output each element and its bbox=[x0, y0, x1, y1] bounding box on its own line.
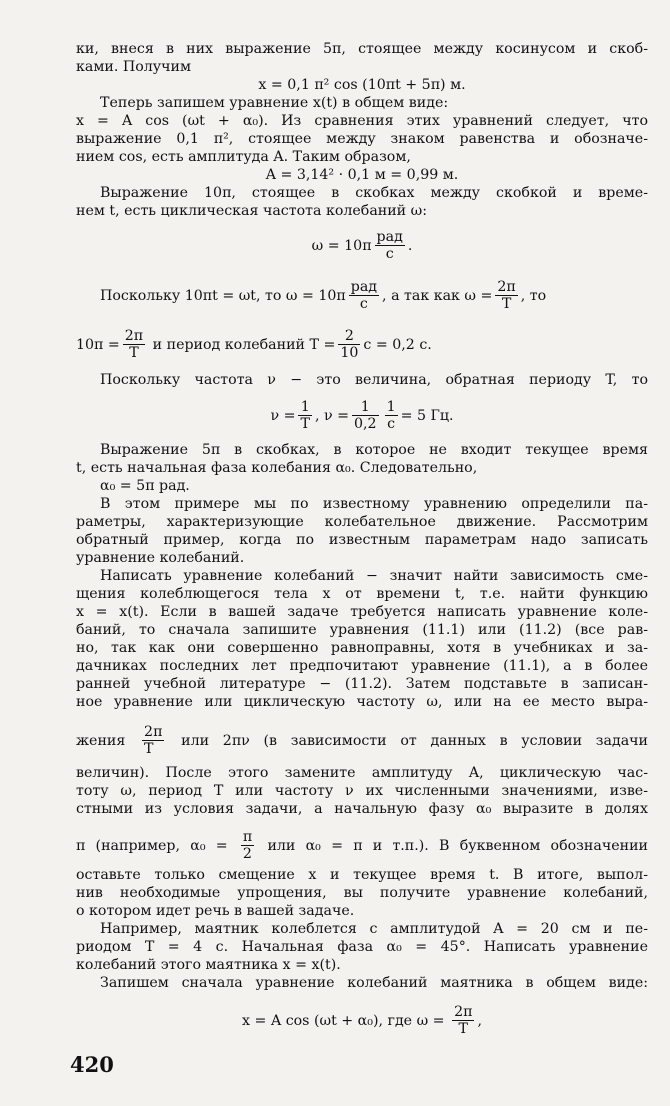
text-line: Поскольку частота ν − это величина, обратная периоду T, то bbox=[100, 372, 648, 388]
text-line: Выражение 10π, стоящее в скобках между скобкой и време- bbox=[100, 185, 648, 201]
text-line: ранней учебной литературе − (11.2). Затем подставьте в записан- bbox=[76, 676, 648, 692]
text-line: Например, маятник колеблется с амплитудой A = 20 см и пе- bbox=[100, 921, 648, 937]
text-line: x = A cos (ωt + α₀). Из сравнения этих уравнений следует, что bbox=[76, 113, 648, 129]
fraction: $\frac{2}{10}$ bbox=[340, 328, 359, 362]
text-line: оставьте только смещение x и текущее время t. В итоге, выпол- bbox=[76, 867, 648, 883]
text-line: дачниках последних лет предпочитают уравнение (11.1), а в более bbox=[76, 658, 648, 674]
fraction: $\frac{\text{рад}}{с}$ bbox=[350, 279, 378, 313]
text-line: ками. Получим bbox=[76, 59, 191, 75]
text-line: выражение 0,1 π², стоящее между знаком равенства и обозначе- bbox=[76, 131, 648, 147]
fraction: $\frac{2\pi}{T}$ bbox=[454, 1004, 473, 1038]
text-line: Выражение 5π в скобках, в которое не входит текущее время bbox=[100, 442, 648, 458]
equation-line: x = 0,1 π² cos (10πt + 5π) м. bbox=[258, 77, 466, 93]
equation-pi: π (например, α₀ = $\frac{\pi}{2}$ или α₀ = π и т.п.). В буквенном обозначении bbox=[76, 829, 648, 863]
text-line: баний, то сначала запишите уравнения (11.1) или (11.2) (все рав- bbox=[76, 622, 648, 638]
fraction: $\frac{1}{0,2}$ bbox=[353, 399, 377, 433]
fraction: $\frac{\pi}{2}$ bbox=[242, 829, 253, 863]
fraction: $\frac{2\pi}{T}$ bbox=[144, 724, 163, 758]
text-line: колебаний этого маятника x = x(t). bbox=[76, 957, 341, 973]
equation-period: 10π = $\frac{2\pi}{T}$ и период колебаний T = $\frac{2}{10}$ с = 0,2 с. bbox=[76, 328, 432, 362]
fraction: $\frac{2\pi}{T}$ bbox=[124, 328, 144, 362]
fraction: $\frac{1}{T}$ bbox=[300, 399, 310, 433]
fraction: $\frac{\text{рад}}{с}$ bbox=[376, 229, 403, 263]
text-line: ки, внеся в них выражение 5π, стоящее между косинусом и скоб- bbox=[76, 41, 648, 57]
text-line: величин). После этого замените амплитуду A, циклическую час- bbox=[76, 765, 648, 781]
text-line: Написать уравнение колебаний − значит найти зависимость сме- bbox=[100, 568, 648, 584]
text-line: уравнение колебаний. bbox=[76, 550, 245, 566]
text-line: о котором идет речь в вашей задаче. bbox=[76, 903, 355, 919]
fraction: $\frac{2\pi}{T}$ bbox=[497, 279, 516, 313]
text-line: обратный пример, когда по известным параметрам надо записать bbox=[76, 532, 648, 548]
fraction: $\frac{1}{с}$ bbox=[386, 399, 396, 433]
text-line: нив необходимые упрощения, вы получите уравнение колебаний, bbox=[76, 885, 648, 901]
text-line: но, так как они совершенно равноправны, хотя в учебниках и за- bbox=[76, 640, 648, 656]
text-line: α₀ = 5π рад. bbox=[100, 478, 190, 494]
text-line: x = x(t). Если в вашей задаче требуется написать уравнение коле- bbox=[76, 604, 648, 620]
text-line: ное уравнение или циклическую частоту ω, или на ее место выра- bbox=[76, 694, 648, 710]
text-line: стными из условия задачи, а начальную фазу α₀ выразите в долях bbox=[76, 801, 648, 817]
equation-final: x = A cos (ωt + α₀), где ω = $\frac{2\pi}{T}$ , bbox=[242, 1004, 482, 1038]
text-line: В этом примере мы по известному уравнению определили па- bbox=[100, 496, 648, 512]
text-line: риодом T = 4 с. Начальная фаза α₀ = 45°. Написать уравнение bbox=[76, 939, 648, 955]
equation-since: Поскольку 10πt = ωt, то ω = 10π $\frac{\text{рад}}{с}$ , а так как ω = $\frac{2\pi}{T}$ , то bbox=[100, 279, 547, 313]
equation-omega: ω = 10π $\frac{\text{рад}}{с}$ . bbox=[311, 229, 413, 263]
text-line: Запишем сначала уравнение колебаний маятника в общем виде: bbox=[100, 975, 648, 991]
text-line: тоту ω, период T или частоту ν их численными значениями, изве- bbox=[76, 783, 648, 799]
text-line: раметры, характеризующие колебательное движение. Рассмотрим bbox=[76, 514, 648, 530]
text-line: Теперь запишем уравнение x(t) в общем виде: bbox=[100, 95, 449, 111]
text-line: щения колеблющегося тела x от времени t, т.е. найти функцию bbox=[76, 586, 648, 602]
text-line: нем t, есть циклическая частота колебаний ω: bbox=[76, 203, 428, 219]
text-line: нием cos, есть амплитуда A. Таким образом, bbox=[76, 149, 411, 165]
equation-line: A = 3,14² · 0,1 м = 0,99 м. bbox=[265, 167, 459, 183]
page-number: 420 bbox=[70, 1052, 114, 1077]
equation-nu: ν = $\frac{1}{T}$ , ν = $\frac{1}{0,2}$ $\frac{1}{с}$ = 5 Гц. bbox=[270, 399, 454, 433]
text-line: t, есть начальная фаза колебания α₀. Следовательно, bbox=[76, 460, 478, 476]
equation-expr: жения $\frac{2\pi}{T}$ или 2πν (в зависимости от данных в условии задачи bbox=[76, 724, 648, 758]
